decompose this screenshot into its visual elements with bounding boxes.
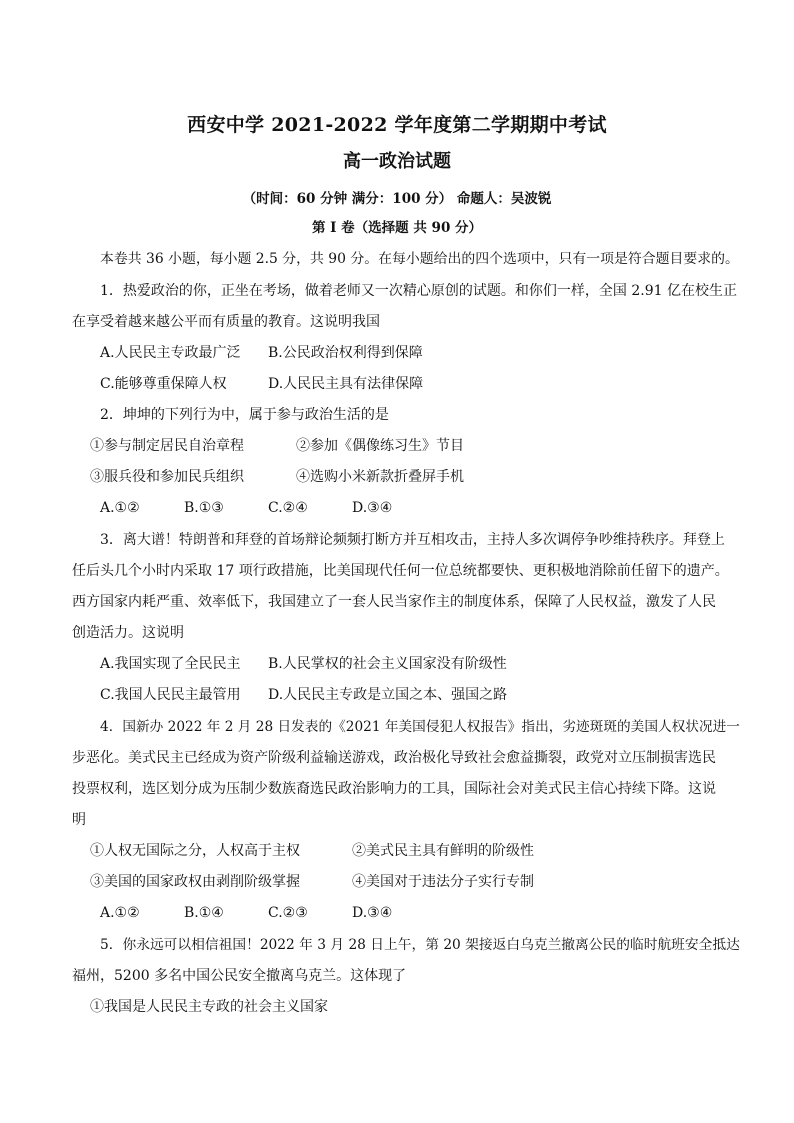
q5-stem-line2: 福州，5200 多名中国公民安全撤离乌克兰。这体现了 bbox=[72, 968, 407, 984]
q4-option-a: A.①② bbox=[100, 905, 140, 921]
section-title: 第 I 卷（选择题 共 90 分） bbox=[311, 220, 483, 236]
q5-item-1: ①我国是人民民主专政的社会主义国家 bbox=[90, 999, 328, 1015]
q1-stem-line2: 在享受着越来越公平而有质量的教育。这说明我国 bbox=[72, 314, 380, 330]
q2-item-4: ④选购小米新款折叠屏手机 bbox=[296, 469, 464, 485]
q2-option-c: C.②④ bbox=[268, 500, 308, 516]
q2-item-2: ②参加《偶像练习生》节目 bbox=[296, 438, 464, 454]
q2-item-1: ①参与制定居民自治章程 bbox=[90, 438, 244, 454]
q4-option-b: B.①④ bbox=[184, 905, 224, 921]
q3-stem-line2: 任后头几个小时内采取 17 项行政措施，比美国现代任何一位总统都要快、更积极地消除前任留下的遗产。 bbox=[72, 563, 729, 579]
q3-stem-line3: 西方国家内耗严重、效率低下，我国建立了一套人民当家作主的制度体系，保障了人民权益，激发了人民 bbox=[72, 594, 716, 610]
q4-stem-line4: 明 bbox=[72, 812, 86, 828]
q4-item-2: ②美式民主具有鲜明的阶级性 bbox=[352, 843, 534, 859]
q4-option-c: C.②③ bbox=[268, 905, 308, 921]
exam-title: 西安中学 2021-2022 学年度第二学期期中考试 bbox=[187, 114, 607, 136]
q5-stem-line1: 5．你永远可以相信祖国！2022 年 3 月 28 日上午，第 20 架接返白乌克兰撤离公民的临时航班安全抵达 bbox=[100, 937, 740, 953]
q4-stem-line1: 4．国新办 2022 年 2 月 28 日发表的《2021 年美国侵犯人权报告》指出，劣迹斑斑的美国人权状况进一 bbox=[100, 719, 740, 735]
q3-option-d: D.人民民主专政是立国之本、强国之路 bbox=[268, 687, 508, 703]
q2-option-d: D.③④ bbox=[352, 500, 393, 516]
instructions: 本卷共 36 小题，每小题 2.5 分，共 90 分。在每小题给出的四个选项中，只有一项是符合题目要求的。 bbox=[100, 251, 739, 267]
q3-stem-line1: 3．离大谱！特朗普和拜登的首场辩论频频打断方并互相攻击，主持人多次调停争吵维持秩序。拜登上 bbox=[100, 532, 725, 548]
q2-item-3: ③服兵役和参加民兵组织 bbox=[90, 469, 244, 485]
q1-option-a: A.人民民主专政最广泛 bbox=[100, 345, 241, 361]
q2-option-a: A.①② bbox=[100, 500, 140, 516]
q4-item-4: ④美国对于违法分子实行专制 bbox=[352, 874, 534, 890]
q4-stem-line3: 投票权利，选区划分成为压制少数族裔选民政治影响力的工具，国际社会对美式民主信心持续下降。这说 bbox=[72, 781, 716, 797]
q4-option-d: D.③④ bbox=[352, 905, 393, 921]
q3-stem-line4: 创造活力。这说明 bbox=[72, 625, 184, 641]
exam-info: （时间：60 分钟 满分：100 分） 命题人：吴波锐 bbox=[242, 191, 552, 207]
q4-item-3: ③美国的国家政权由剥削阶级掌握 bbox=[90, 874, 300, 890]
q4-item-1: ①人权无国际之分，人权高于主权 bbox=[90, 843, 300, 859]
q1-option-c: C.能够尊重保障人权 bbox=[100, 376, 227, 392]
q1-option-d: D.人民民主具有法律保障 bbox=[268, 376, 424, 392]
q4-stem-line2: 步恶化。美式民主已经成为资产阶级利益输送游戏，政治极化导致社会愈益撕裂，政党对立压制损害选民 bbox=[72, 750, 716, 766]
q3-option-c: C.我国人民民主最管用 bbox=[100, 687, 241, 703]
q2-option-b: B.①③ bbox=[184, 500, 224, 516]
q2-stem: 2．坤坤的下列行为中，属于参与政治生活的是 bbox=[100, 407, 389, 423]
q3-option-a: A.我国实现了全民民主 bbox=[100, 656, 241, 672]
exam-subtitle: 高一政治试题 bbox=[343, 151, 451, 172]
q3-option-b: B.人民掌权的社会主义国家没有阶级性 bbox=[268, 656, 507, 672]
q1-option-b: B.公民政治权利得到保障 bbox=[268, 345, 423, 361]
q1-stem-line1: 1．热爱政治的你，正坐在考场，做着老师又一次精心原创的试题。和你们一样，全国 2.91 亿在校生正 bbox=[100, 283, 737, 299]
